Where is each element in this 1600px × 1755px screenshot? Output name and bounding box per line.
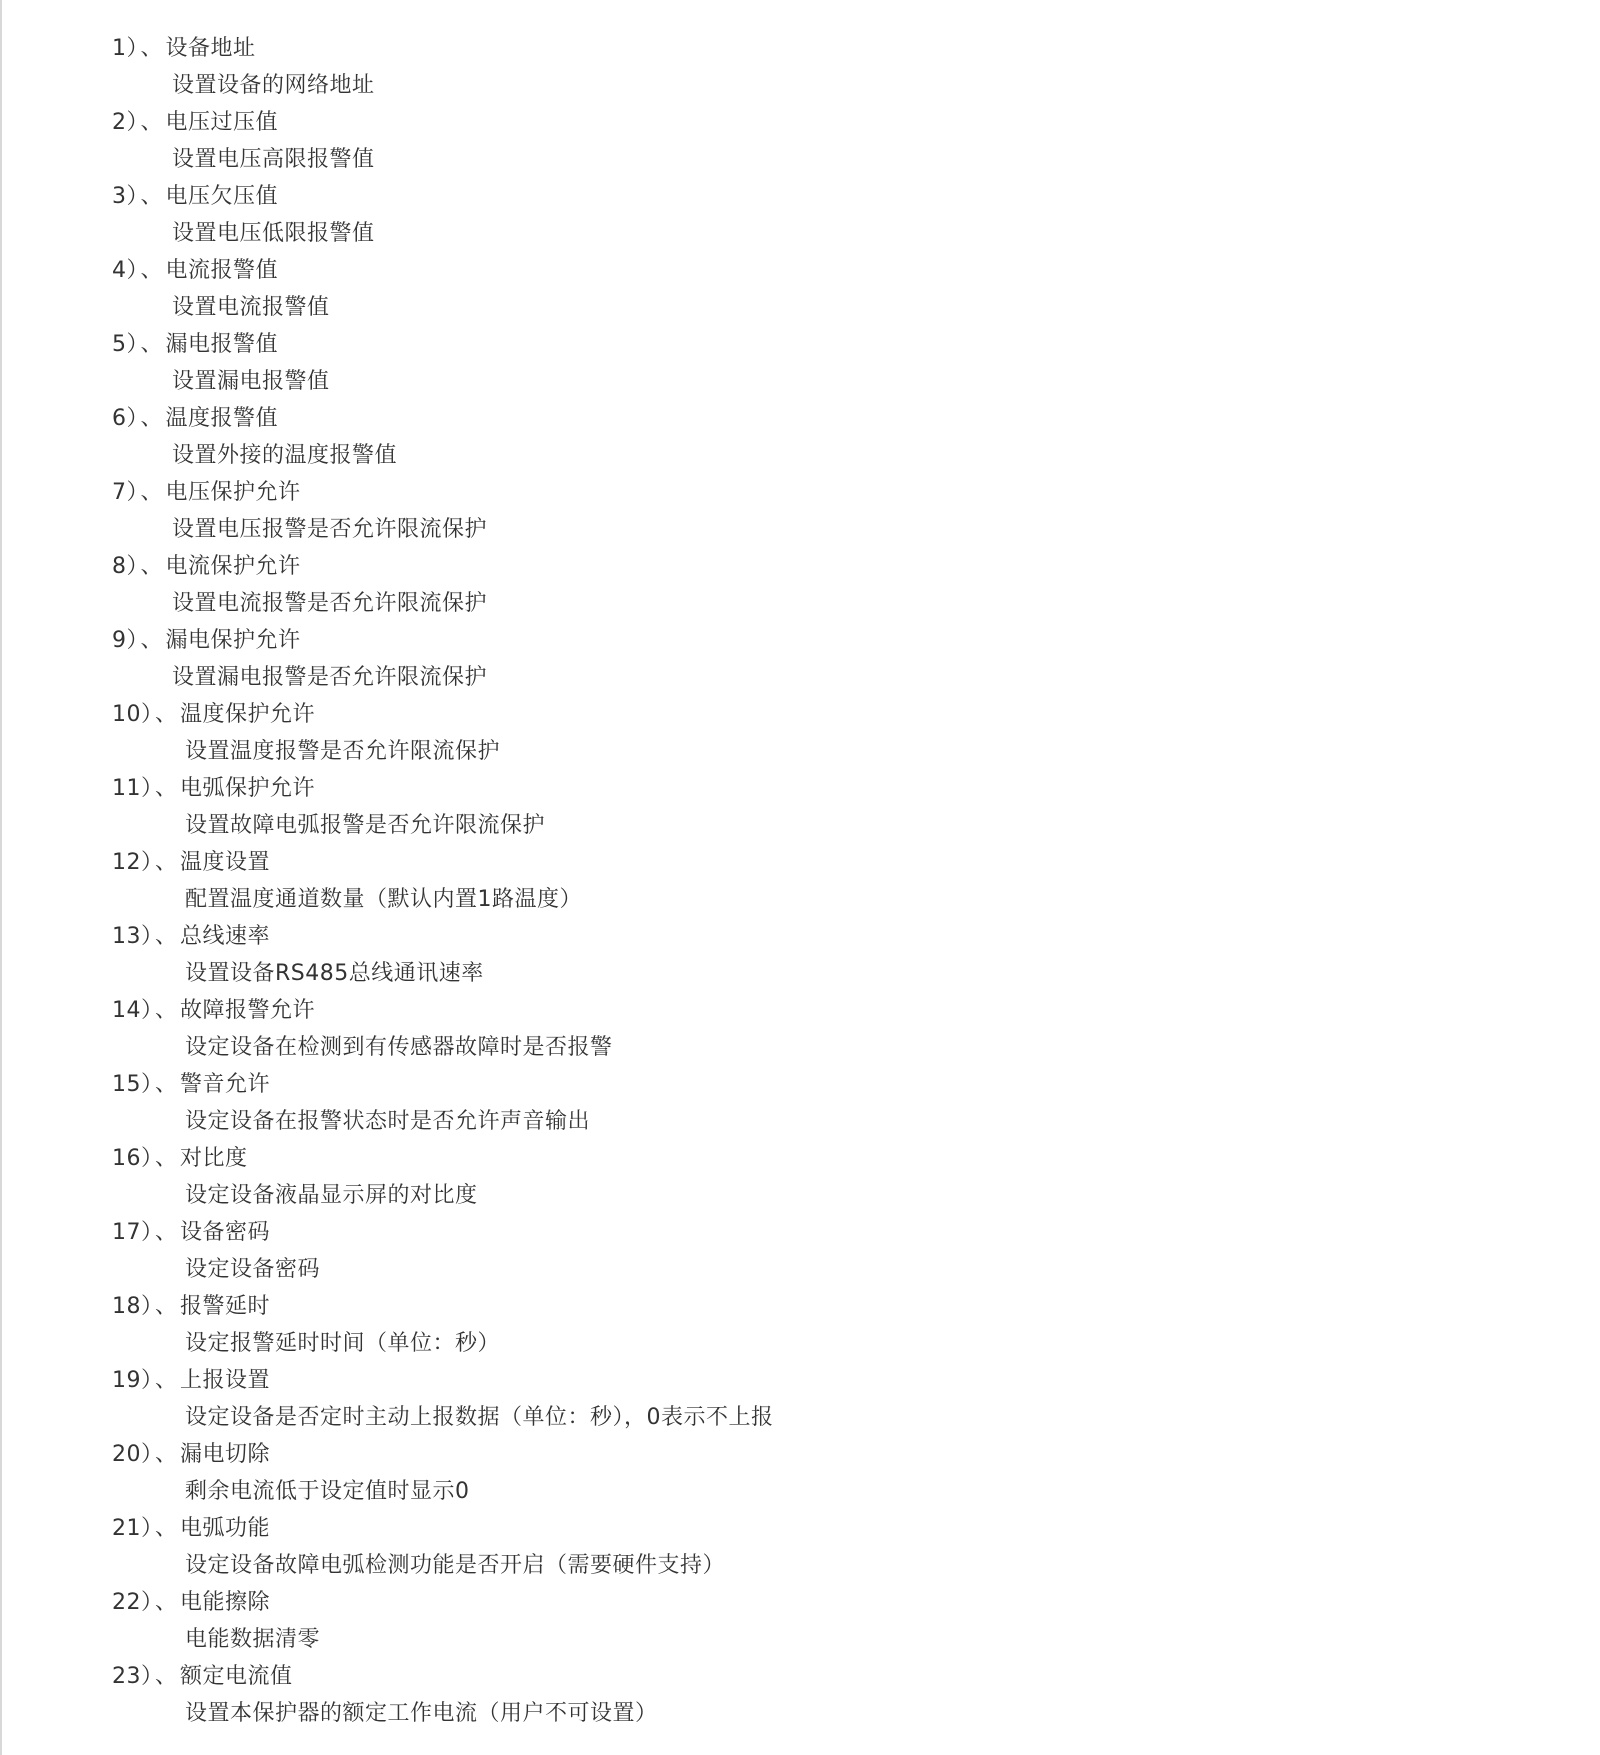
list-item [112, 696, 1512, 770]
item-heading [112, 696, 1512, 733]
item-heading [112, 326, 1512, 363]
item-heading [112, 1214, 1512, 1251]
item-description: 设置漏电报警值 [172, 369, 330, 394]
item-number: 1 [112, 36, 127, 61]
item-description: 设置设备的网络地址 [172, 73, 375, 98]
item-heading [112, 1510, 1512, 1547]
item-separator: ）、 [126, 628, 166, 653]
item-number: 17 [112, 1220, 141, 1245]
item-description: 设置温度报警是否允许限流保护 [185, 739, 501, 764]
item-description: 设置电流报警值 [172, 295, 330, 320]
list-item [112, 622, 1512, 696]
item-heading [112, 1066, 1512, 1103]
item-title: 温度报警值 [165, 406, 279, 431]
list-item [112, 1140, 1512, 1214]
item-separator: ）、 [126, 184, 166, 209]
list-item [112, 1214, 1512, 1288]
item-number: 6 [112, 406, 127, 431]
item-number: 2 [112, 110, 127, 135]
item-title: 电能擦除 [180, 1590, 271, 1615]
list-item [112, 1436, 1512, 1510]
item-description: 设置电流报警是否允许限流保护 [172, 591, 488, 616]
item-heading [112, 918, 1512, 955]
item-title: 设备地址 [165, 36, 256, 61]
item-description: 剩余电流低于设定值时显示0 [185, 1479, 470, 1504]
item-separator: ）、 [141, 776, 181, 801]
item-separator: ）、 [126, 110, 166, 135]
item-title: 电弧功能 [180, 1516, 271, 1541]
item-heading [112, 1584, 1512, 1621]
item-description: 设定设备在检测到有传感器故障时是否报警 [185, 1035, 613, 1060]
item-separator: ）、 [141, 1294, 181, 1319]
item-title: 电压保护允许 [165, 480, 301, 505]
item-number: 8 [112, 554, 127, 579]
list-item [112, 1066, 1512, 1140]
list-item [112, 1658, 1512, 1732]
item-heading [112, 104, 1512, 141]
item-number: 20 [112, 1442, 141, 1467]
item-description: 设置故障电弧报警是否允许限流保护 [185, 813, 546, 838]
item-heading [112, 844, 1512, 881]
item-separator: ）、 [126, 406, 166, 431]
item-separator: ）、 [141, 1072, 181, 1097]
item-description: 设定报警延时时间（单位：秒） [185, 1331, 501, 1356]
item-title: 额定电流值 [180, 1664, 293, 1689]
item-description: 设定设备是否定时主动上报数据（单位：秒），0表示不上报 [185, 1405, 774, 1430]
item-description: 设置电压低限报警值 [172, 221, 375, 246]
item-heading [112, 1288, 1512, 1325]
item-number: 14 [112, 998, 141, 1023]
item-number: 18 [112, 1294, 141, 1319]
item-heading [112, 30, 1512, 67]
list-item [112, 1362, 1512, 1436]
item-number: 5 [112, 332, 127, 357]
item-title: 温度设置 [180, 850, 271, 875]
list-item [112, 844, 1512, 918]
list-item [112, 1584, 1512, 1658]
item-separator: ）、 [141, 1590, 181, 1615]
item-title: 故障报警允许 [180, 998, 316, 1023]
item-separator: ）、 [126, 480, 166, 505]
item-description: 配置温度通道数量（默认内置1路温度） [185, 887, 582, 912]
list-item [112, 30, 1512, 104]
item-separator: ）、 [141, 998, 181, 1023]
list-item [112, 400, 1512, 474]
item-description: 设置本保护器的额定工作电流（用户不可设置） [185, 1701, 658, 1726]
left-border-rule [0, 0, 2, 1755]
item-title: 报警延时 [180, 1294, 271, 1319]
item-heading [112, 400, 1512, 437]
item-description: 设定设备密码 [185, 1257, 321, 1282]
item-number: 9 [112, 628, 127, 653]
item-separator: ）、 [126, 332, 166, 357]
item-number: 11 [112, 776, 141, 801]
list-item [112, 1510, 1512, 1584]
list-item [112, 992, 1512, 1066]
item-separator: ）、 [141, 1516, 181, 1541]
list-item [112, 918, 1512, 992]
list-item [112, 252, 1512, 326]
item-description: 设置外接的温度报警值 [172, 443, 398, 468]
item-description: 设定设备液晶显示屏的对比度 [185, 1183, 478, 1208]
item-heading [112, 992, 1512, 1029]
item-separator: ）、 [126, 258, 166, 283]
item-title: 电流保护允许 [165, 554, 301, 579]
item-number: 4 [112, 258, 127, 283]
item-number: 15 [112, 1072, 141, 1097]
list-item [112, 474, 1512, 548]
item-number: 23 [112, 1664, 141, 1689]
list-item [112, 178, 1512, 252]
item-number: 21 [112, 1516, 141, 1541]
item-heading [112, 770, 1512, 807]
item-number: 7 [112, 480, 127, 505]
item-number: 19 [112, 1368, 141, 1393]
item-separator: ）、 [126, 554, 166, 579]
item-number: 13 [112, 924, 141, 949]
item-heading [112, 474, 1512, 511]
item-separator: ）、 [126, 36, 166, 61]
item-heading [112, 548, 1512, 585]
item-title: 漏电切除 [180, 1442, 271, 1467]
item-title: 电流报警值 [165, 258, 279, 283]
item-title: 上报设置 [180, 1368, 271, 1393]
item-description: 设定设备在报警状态时是否允许声音输出 [185, 1109, 591, 1134]
item-separator: ）、 [141, 702, 181, 727]
list-item [112, 1288, 1512, 1362]
item-title: 总线速率 [180, 924, 271, 949]
item-separator: ）、 [141, 1220, 181, 1245]
item-heading [112, 1140, 1512, 1177]
item-separator: ）、 [141, 1146, 181, 1171]
item-description: 设置设备RS485总线通讯速率 [185, 961, 484, 986]
item-heading [112, 1658, 1512, 1695]
item-description: 设置漏电报警是否允许限流保护 [172, 665, 488, 690]
item-title: 电压过压值 [165, 110, 279, 135]
item-heading [112, 622, 1512, 659]
item-separator: ）、 [141, 1664, 181, 1689]
item-title: 漏电保护允许 [165, 628, 301, 653]
item-title: 设备密码 [180, 1220, 271, 1245]
item-title: 警音允许 [180, 1072, 271, 1097]
item-description: 设定设备故障电弧检测功能是否开启（需要硬件支持） [185, 1553, 726, 1578]
item-title: 电压欠压值 [165, 184, 279, 209]
item-heading [112, 252, 1512, 289]
list-item [112, 548, 1512, 622]
item-heading [112, 1362, 1512, 1399]
item-separator: ）、 [141, 1368, 181, 1393]
item-separator: ）、 [141, 850, 181, 875]
settings-list [112, 30, 1512, 1732]
item-number: 12 [112, 850, 141, 875]
item-number: 16 [112, 1146, 141, 1171]
item-description: 电能数据清零 [185, 1627, 321, 1652]
item-title: 电弧保护允许 [180, 776, 316, 801]
item-number: 3 [112, 184, 127, 209]
item-description: 设置电压高限报警值 [172, 147, 375, 172]
item-separator: ）、 [141, 1442, 181, 1467]
item-title: 漏电报警值 [165, 332, 279, 357]
item-number: 22 [112, 1590, 141, 1615]
list-item [112, 104, 1512, 178]
item-title: 对比度 [180, 1146, 248, 1171]
item-heading [112, 178, 1512, 215]
list-item [112, 326, 1512, 400]
list-item [112, 770, 1512, 844]
item-separator: ）、 [141, 924, 181, 949]
item-heading [112, 1436, 1512, 1473]
item-description: 设置电压报警是否允许限流保护 [172, 517, 488, 542]
item-title: 温度保护允许 [180, 702, 316, 727]
item-number: 10 [112, 702, 141, 727]
